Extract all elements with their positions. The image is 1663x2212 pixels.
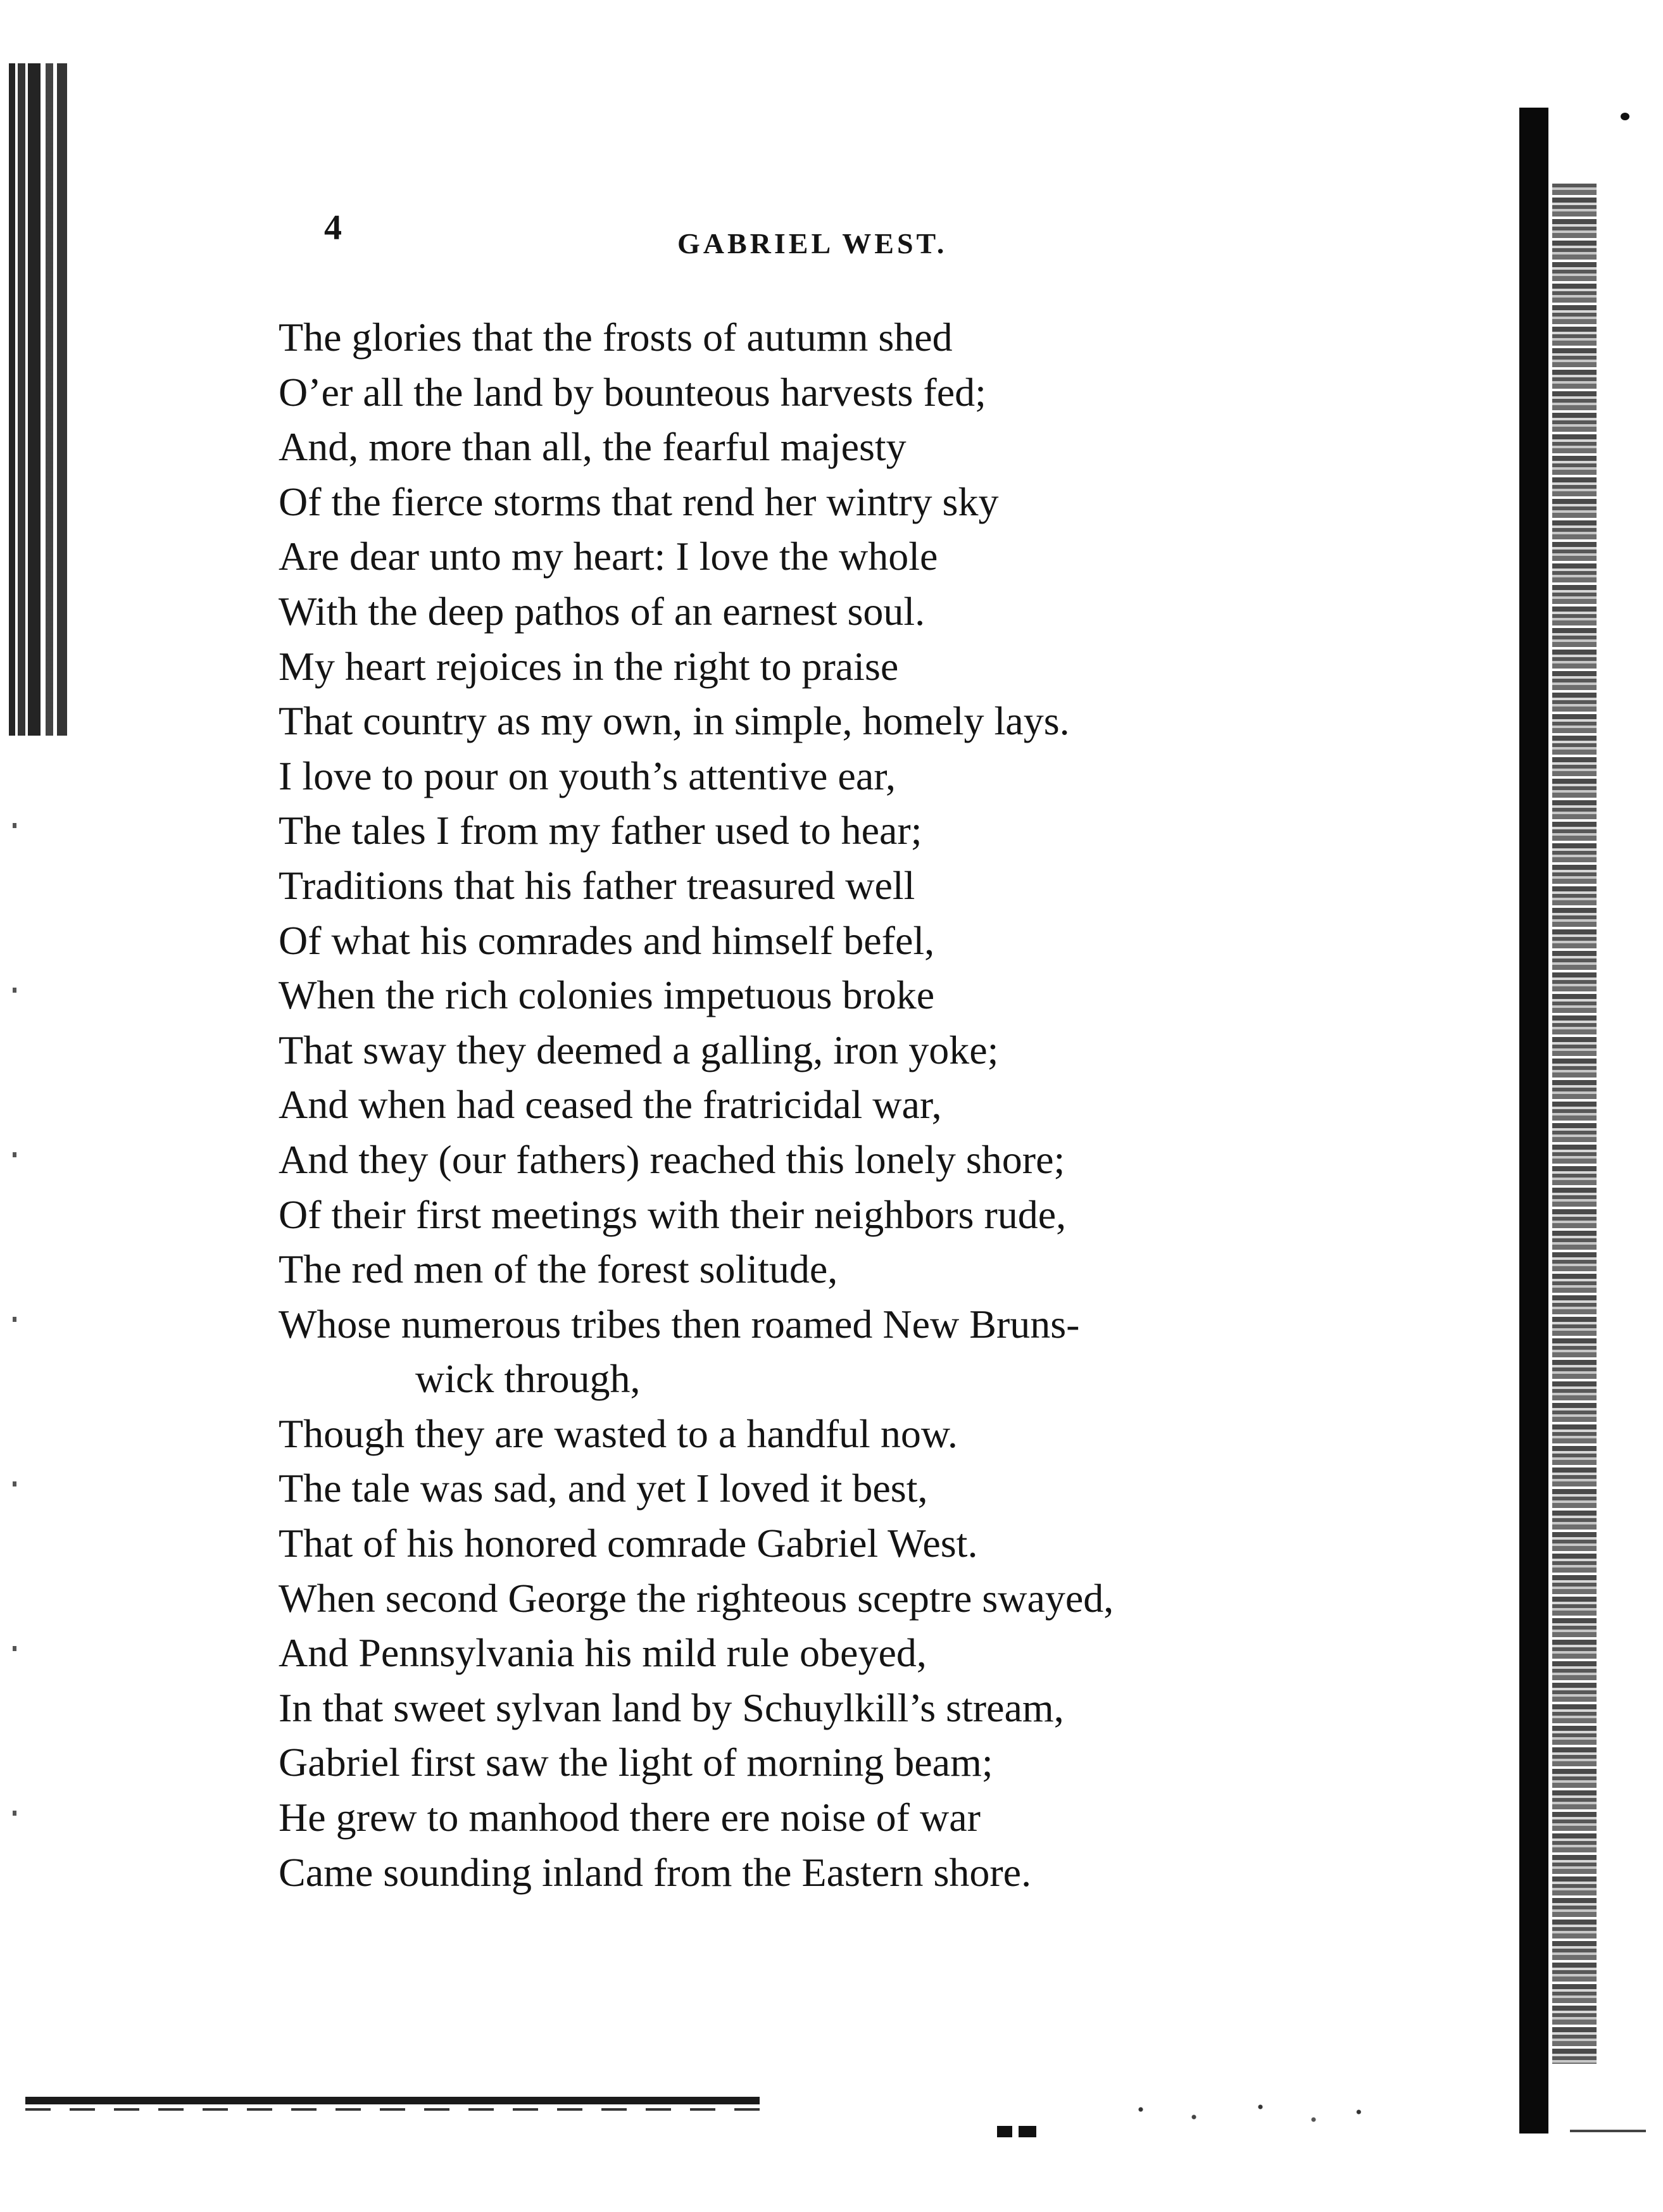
poem-line: Are dear unto my heart: I love the whole — [279, 534, 938, 579]
scan-binding-edge — [9, 63, 67, 736]
poem-line: And when had ceased the fratricidal war, — [279, 1082, 942, 1128]
scan-page-edge-texture — [1552, 184, 1597, 2064]
scan-bottom-rule — [25, 2097, 760, 2104]
poem-line: That country as my own, in simple, homely lays. — [279, 698, 1070, 744]
poem-line: In that sweet sylvan land by Schuylkill’s stream, — [279, 1685, 1064, 1730]
poem-line: Of the fierce storms that rend her wintry sky — [279, 479, 999, 524]
poem-line: Came sounding inland from the Eastern shore. — [279, 1849, 1032, 1895]
poem-line: The tales I from my father used to hear; — [279, 808, 922, 853]
poem-line: Of their first meetings with their neighbors rude, — [279, 1191, 1067, 1237]
poem-line: Of what his comrades and himself befel, — [279, 917, 935, 963]
scan-speck — [1621, 113, 1629, 120]
poem-line: And Pennsylvania his mild rule obeyed, — [279, 1630, 927, 1676]
poem-line: Whose numerous tribes then roamed New Bruns- — [279, 1301, 1080, 1347]
poem-line: The glories that the frosts of autumn shed — [279, 315, 953, 360]
poem-line-continuation: wick through, — [415, 1356, 641, 1402]
poem-line: That sway they deemed a galling, iron yoke; — [279, 1027, 999, 1072]
poem-line: And they (our fathers) reached this lonely shore; — [279, 1136, 1065, 1182]
poem-text — [279, 310, 1443, 1900]
poem-line: The red men of the forest solitude, — [279, 1247, 838, 1292]
scan-bottom-mark — [997, 2126, 1036, 2137]
poem-line: When second George the righteous sceptre swayed, — [279, 1575, 1114, 1621]
poem-line: When the rich colonies impetuous broke — [279, 972, 935, 1018]
poem-line: He grew to manhood there ere noise of war — [279, 1795, 981, 1840]
poem-line: My heart rejoices in the right to praise — [279, 643, 899, 689]
poem-line: I love to pour on youth’s attentive ear, — [279, 753, 896, 798]
page-number: 4 — [324, 208, 342, 248]
scan-bottom-dashes — [25, 2108, 760, 2111]
poem-line: With the deep pathos of an earnest soul. — [279, 588, 926, 634]
poem-line: Traditions that his father treasured well — [279, 862, 915, 908]
scan-page-edge-shadow — [1519, 108, 1548, 2133]
running-title: GABRIEL WEST. — [677, 227, 948, 260]
poem-line: O’er all the land by bounteous harvests fed; — [279, 369, 986, 415]
poem-line: That of his honored comrade Gabriel West. — [279, 1521, 978, 1566]
scan-margin-specks — [13, 734, 16, 1874]
poem-line: The tale was sad, and yet I loved it best, — [279, 1466, 928, 1511]
scan-bottom-specks — [1114, 2102, 1380, 2127]
poem-line: And, more than all, the fearful majesty — [279, 424, 907, 470]
scan-bottom-line — [1570, 2130, 1646, 2132]
poem-line: Gabriel first saw the light of morning beam; — [279, 1740, 993, 1785]
poem-line: Though they are wasted to a handful now. — [279, 1411, 958, 1456]
